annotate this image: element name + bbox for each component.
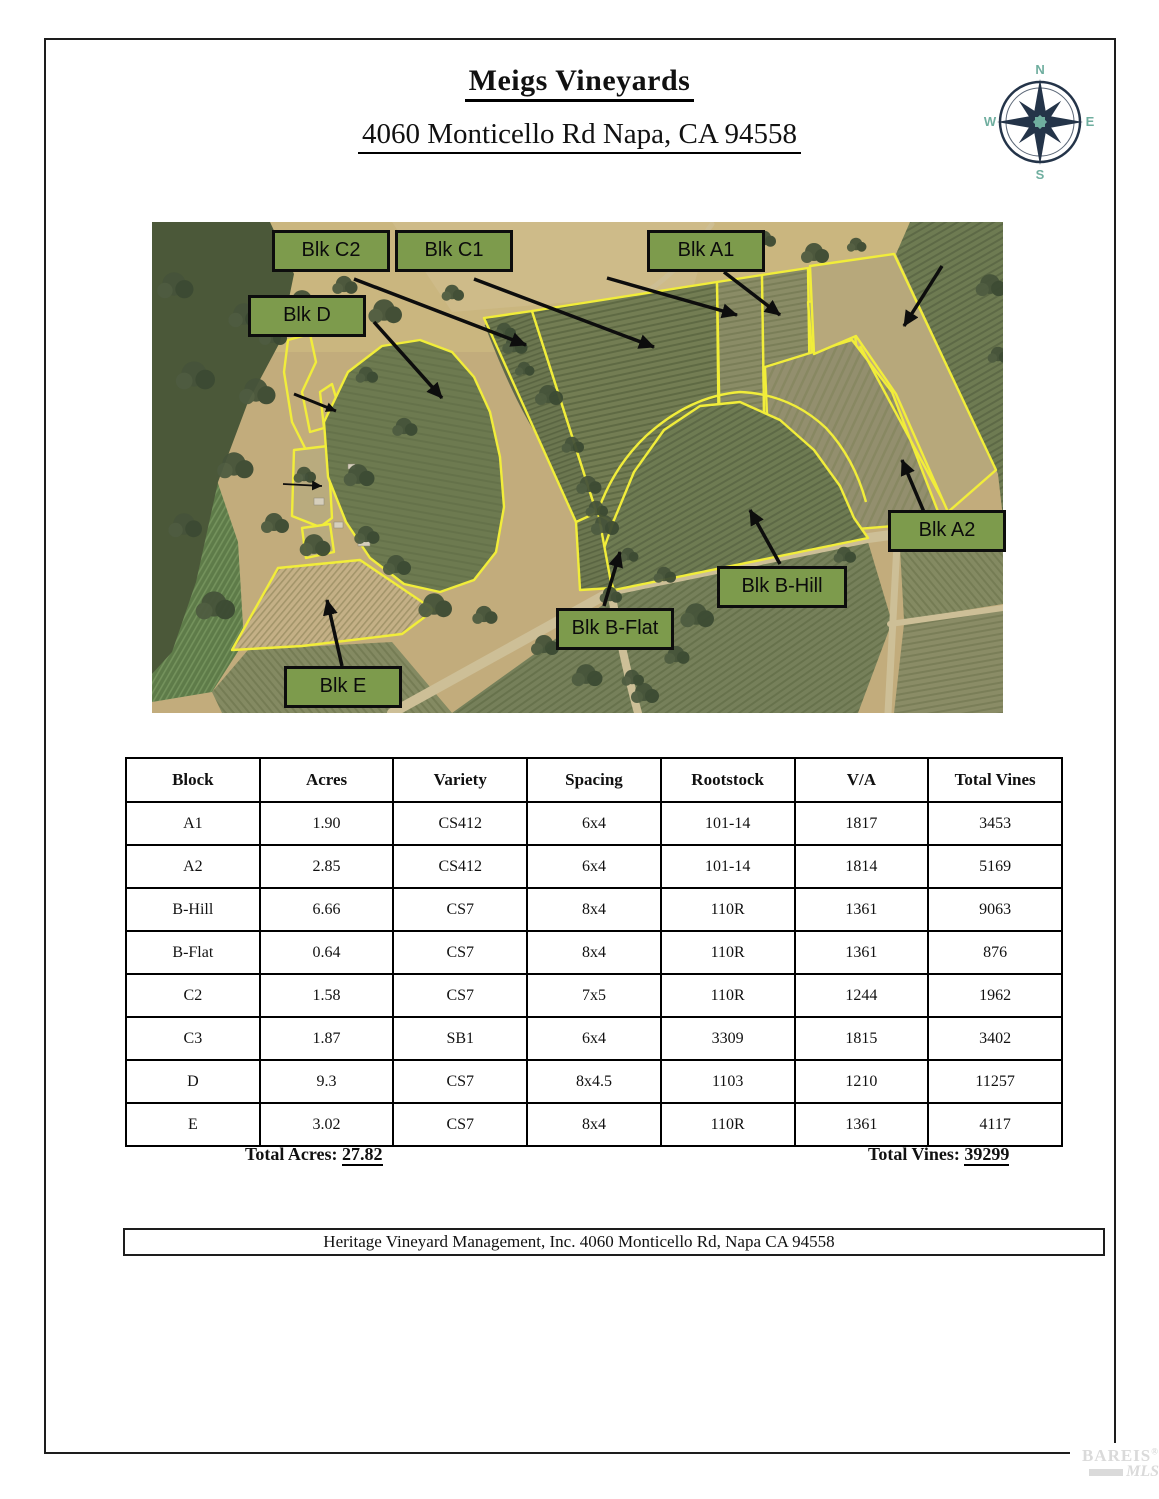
map-label-blk-a2: Blk A2 — [888, 510, 1006, 552]
table-cell: 101-14 — [661, 802, 795, 845]
table-cell: CS7 — [393, 931, 527, 974]
map-label-blk-b-hill: Blk B-Hill — [717, 566, 847, 608]
block-data-table — [125, 757, 1063, 1147]
table-cell: 8x4 — [527, 931, 661, 974]
col-header-variety: Variety — [393, 758, 527, 802]
table-row — [126, 1103, 1062, 1146]
table-cell: 1815 — [795, 1017, 929, 1060]
table-cell: 7x5 — [527, 974, 661, 1017]
table-cell: 1103 — [661, 1060, 795, 1103]
table-cell: 1361 — [795, 1103, 929, 1146]
table-cell: CS7 — [393, 888, 527, 931]
col-header-total-vines: Total Vines — [928, 758, 1062, 802]
total-vines-value: 39299 — [964, 1144, 1010, 1164]
management-footer-text: Heritage Vineyard Management, Inc. 4060 Monticello Rd, Napa CA 94558 — [323, 1232, 835, 1251]
table-cell: C3 — [126, 1017, 260, 1060]
total-acres-label: Total Acres: — [245, 1144, 338, 1164]
table-cell: 1244 — [795, 974, 929, 1017]
map-label-blk-a1: Blk A1 — [647, 230, 765, 272]
table-cell: 8x4 — [527, 1103, 661, 1146]
compass-rose-graphic — [980, 58, 1100, 180]
watermark-bar — [1089, 1469, 1123, 1476]
table-cell: 1.58 — [260, 974, 394, 1017]
table-cell: 8x4 — [527, 888, 661, 931]
col-header-va: V/A — [795, 758, 929, 802]
table-cell: 110R — [661, 1103, 795, 1146]
table-cell: 1814 — [795, 845, 929, 888]
table-cell: E — [126, 1103, 260, 1146]
table-cell: 110R — [661, 931, 795, 974]
table-cell: 1361 — [795, 888, 929, 931]
aerial-map — [152, 222, 1003, 713]
table-cell: 1962 — [928, 974, 1062, 1017]
table-cell: B-Hill — [126, 888, 260, 931]
table-cell: 110R — [661, 974, 795, 1017]
col-header-block: Block — [126, 758, 260, 802]
table-cell: 101-14 — [661, 845, 795, 888]
table-cell: 3453 — [928, 802, 1062, 845]
table-row — [126, 845, 1062, 888]
table-cell: 6x4 — [527, 802, 661, 845]
compass-east-label: E — [1085, 114, 1095, 129]
table-cell: 3402 — [928, 1017, 1062, 1060]
table-cell: CS7 — [393, 974, 527, 1017]
table-header-row — [126, 758, 1062, 802]
watermark-mls: MLS — [1070, 1464, 1159, 1480]
table-cell: CS7 — [393, 1103, 527, 1146]
table-cell: 3309 — [661, 1017, 795, 1060]
table-cell: SB1 — [393, 1017, 527, 1060]
total-vines — [868, 1144, 1009, 1165]
total-acres — [245, 1144, 383, 1165]
table-cell: CS412 — [393, 845, 527, 888]
table-cell: 1.87 — [260, 1017, 394, 1060]
table-cell: 6x4 — [527, 845, 661, 888]
col-header-rootstock: Rootstock — [661, 758, 795, 802]
table-row — [126, 888, 1062, 931]
table-cell: 11257 — [928, 1060, 1062, 1103]
map-label-blk-b-flat: Blk B-Flat — [556, 608, 674, 650]
table-cell: A2 — [126, 845, 260, 888]
management-footer — [123, 1228, 1105, 1256]
table-body — [126, 802, 1062, 1146]
table-cell: 8x4.5 — [527, 1060, 661, 1103]
table-cell: 1817 — [795, 802, 929, 845]
table-row — [126, 1060, 1062, 1103]
table-cell: 0.64 — [260, 931, 394, 974]
bareis-mls-watermark — [1070, 1443, 1159, 1493]
table-cell: 2.85 — [260, 845, 394, 888]
compass-rose — [980, 58, 1100, 180]
page-title: Meigs Vineyards — [0, 64, 1159, 102]
table-cell: 3.02 — [260, 1103, 394, 1146]
table-cell: 9063 — [928, 888, 1062, 931]
total-acres-value: 27.82 — [342, 1144, 383, 1164]
table-cell: 1.90 — [260, 802, 394, 845]
map-label-blk-e: Blk E — [284, 666, 402, 708]
table-cell: 9.3 — [260, 1060, 394, 1103]
table-cell: CS7 — [393, 1060, 527, 1103]
col-header-acres: Acres — [260, 758, 394, 802]
page-address: 4060 Monticello Rd Napa, CA 94558 — [0, 118, 1159, 154]
table-cell: 876 — [928, 931, 1062, 974]
watermark-bareis: BAREIS® — [1081, 1446, 1159, 1465]
total-vines-label: Total Vines: — [868, 1144, 960, 1164]
table-cell: D — [126, 1060, 260, 1103]
compass-south-label: S — [1035, 167, 1045, 180]
table-cell: 5169 — [928, 845, 1062, 888]
table-cell: B-Flat — [126, 931, 260, 974]
col-header-spacing: Spacing — [527, 758, 661, 802]
table-cell: CS412 — [393, 802, 527, 845]
compass-west-label: W — [983, 114, 997, 129]
table-row — [126, 931, 1062, 974]
table-cell: 4117 — [928, 1103, 1062, 1146]
table-cell: C2 — [126, 974, 260, 1017]
table-row — [126, 974, 1062, 1017]
map-label-blk-c2: Blk C2 — [272, 230, 390, 272]
table-cell: 1210 — [795, 1060, 929, 1103]
table-cell: A1 — [126, 802, 260, 845]
table-cell: 110R — [661, 888, 795, 931]
map-label-blk-c1: Blk C1 — [395, 230, 513, 272]
table-row — [126, 802, 1062, 845]
table-row — [126, 1017, 1062, 1060]
table-cell: 1361 — [795, 931, 929, 974]
table-cell: 6.66 — [260, 888, 394, 931]
compass-north-label: N — [1035, 62, 1045, 77]
map-label-blk-d: Blk D — [248, 295, 366, 337]
table-cell: 6x4 — [527, 1017, 661, 1060]
